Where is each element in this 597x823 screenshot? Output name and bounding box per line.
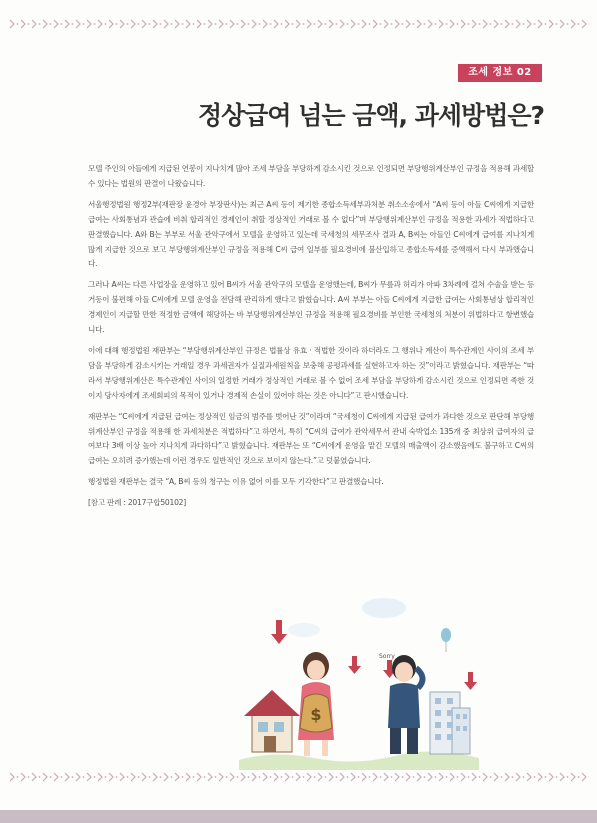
border-chevron — [417, 20, 421, 28]
border-chevron — [384, 20, 388, 28]
border-dot — [259, 23, 261, 25]
border-chevron — [560, 773, 564, 781]
border-dot — [149, 776, 151, 778]
border-chevron — [76, 773, 80, 781]
border-dot — [39, 23, 41, 25]
border-dot — [28, 776, 30, 778]
border-dot — [248, 23, 250, 25]
border-dot — [413, 23, 415, 25]
border-chevron — [186, 773, 190, 781]
bottom-border-pattern — [8, 771, 589, 783]
border-dot — [402, 776, 404, 778]
border-chevron — [505, 20, 509, 28]
border-dot — [292, 23, 294, 25]
border-chevron — [142, 20, 146, 28]
woman-figure — [298, 652, 334, 756]
border-chevron — [98, 20, 102, 28]
border-chevron — [54, 20, 58, 28]
article-title: 정상급여 넘는 금액, 과세방법은? — [197, 101, 544, 130]
border-dot — [72, 776, 74, 778]
border-chevron — [549, 773, 553, 781]
border-dot — [171, 23, 173, 25]
section-tag: 조세 정보 02 — [458, 64, 542, 82]
border-dot — [402, 23, 404, 25]
border-chevron — [527, 20, 531, 28]
border-chevron — [175, 20, 179, 28]
border-chevron — [153, 20, 157, 28]
border-dot — [347, 776, 349, 778]
border-chevron — [549, 20, 553, 28]
border-chevron — [10, 20, 14, 28]
border-chevron — [560, 20, 564, 28]
border-chevron — [450, 773, 454, 781]
tax-illustration — [234, 590, 484, 770]
border-dot — [556, 23, 558, 25]
border-chevron — [252, 20, 256, 28]
house-icon — [244, 690, 300, 752]
border-chevron — [131, 773, 135, 781]
border-chevron — [527, 773, 531, 781]
border-chevron — [153, 773, 157, 781]
border-dot — [391, 776, 393, 778]
border-dot — [83, 23, 85, 25]
border-dot — [204, 23, 206, 25]
border-dot — [292, 776, 294, 778]
border-dot — [325, 776, 327, 778]
border-dot — [204, 776, 206, 778]
border-dot — [490, 23, 492, 25]
border-dot — [556, 776, 558, 778]
border-chevron — [87, 20, 91, 28]
border-chevron — [329, 20, 333, 28]
border-dot — [490, 776, 492, 778]
border-chevron — [285, 20, 289, 28]
border-dot — [314, 23, 316, 25]
border-dot — [501, 776, 503, 778]
border-chevron — [461, 20, 465, 28]
border-dot — [479, 776, 481, 778]
border-dot — [380, 23, 382, 25]
border-chevron — [428, 773, 432, 781]
border-chevron — [230, 20, 234, 28]
border-dot — [171, 776, 173, 778]
border-dot — [127, 776, 129, 778]
border-chevron — [230, 773, 234, 781]
border-dot — [369, 776, 371, 778]
border-chevron — [208, 773, 212, 781]
border-dot — [512, 776, 514, 778]
border-dot — [446, 23, 448, 25]
border-dot — [358, 776, 360, 778]
border-chevron — [76, 20, 80, 28]
border-dot — [523, 23, 525, 25]
border-chevron — [417, 773, 421, 781]
border-dot — [17, 776, 19, 778]
border-chevron — [307, 20, 311, 28]
border-chevron — [241, 773, 245, 781]
border-chevron — [450, 20, 454, 28]
cloud-icon-small — [288, 623, 320, 637]
border-chevron — [208, 20, 212, 28]
border-chevron — [516, 773, 520, 781]
border-dot — [336, 776, 338, 778]
dollar-sign: $ — [310, 705, 322, 724]
border-chevron — [395, 773, 399, 781]
border-dot — [369, 23, 371, 25]
border-dot — [424, 776, 426, 778]
border-chevron — [373, 773, 377, 781]
border-chevron — [164, 20, 168, 28]
border-chevron — [10, 773, 14, 781]
border-chevron — [274, 20, 278, 28]
border-chevron — [428, 20, 432, 28]
border-dot — [83, 776, 85, 778]
border-dot — [435, 23, 437, 25]
border-chevron — [384, 773, 388, 781]
border-dot — [61, 776, 63, 778]
border-dot — [138, 23, 140, 25]
border-dot — [303, 23, 305, 25]
border-chevron — [483, 20, 487, 28]
border-dot — [50, 23, 52, 25]
border-chevron — [494, 20, 498, 28]
border-dot — [578, 776, 580, 778]
border-chevron — [109, 20, 113, 28]
top-border-pattern — [8, 18, 589, 30]
border-dot — [270, 23, 272, 25]
cloud-icon — [362, 598, 406, 618]
border-chevron — [494, 773, 498, 781]
paragraph-conclusion: 행정법원 재판부는 결국 “A, B씨 등의 청구는 이유 없어 이를 모두 기각한다”고 판결했습니다. — [88, 477, 384, 487]
border-dot — [193, 776, 195, 778]
border-chevron — [263, 20, 267, 28]
border-dot — [215, 23, 217, 25]
border-chevron — [87, 773, 91, 781]
border-chevron — [274, 773, 278, 781]
border-chevron — [43, 20, 47, 28]
border-dot — [567, 23, 569, 25]
border-dot — [303, 776, 305, 778]
top-decorative-border — [8, 18, 589, 30]
border-chevron — [186, 20, 190, 28]
border-dot — [512, 23, 514, 25]
border-dot — [347, 23, 349, 25]
border-chevron — [439, 20, 443, 28]
border-chevron — [65, 773, 69, 781]
border-dot — [182, 23, 184, 25]
border-chevron — [263, 773, 267, 781]
border-dot — [259, 776, 261, 778]
article-body — [88, 162, 534, 517]
border-chevron — [120, 773, 124, 781]
border-dot — [358, 23, 360, 25]
border-chevron — [318, 773, 322, 781]
building-icon — [430, 692, 470, 754]
border-chevron — [538, 20, 542, 28]
border-chevron — [516, 20, 520, 28]
border-chevron — [109, 773, 113, 781]
border-dot — [105, 23, 107, 25]
border-dot — [94, 776, 96, 778]
border-chevron — [571, 20, 575, 28]
border-chevron — [395, 20, 399, 28]
border-dot — [149, 23, 151, 25]
border-chevron — [175, 773, 179, 781]
border-chevron — [362, 773, 366, 781]
border-chevron — [340, 20, 344, 28]
border-chevron — [318, 20, 322, 28]
border-chevron — [406, 773, 410, 781]
border-dot — [226, 776, 228, 778]
border-dot — [160, 23, 162, 25]
border-dot — [160, 776, 162, 778]
border-dot — [457, 23, 459, 25]
border-chevron — [483, 773, 487, 781]
border-dot — [270, 776, 272, 778]
border-chevron — [340, 773, 344, 781]
border-dot — [534, 23, 536, 25]
border-dot — [17, 23, 19, 25]
border-chevron — [21, 773, 25, 781]
border-dot — [237, 776, 239, 778]
illustration-svg — [234, 590, 484, 770]
border-dot — [138, 776, 140, 778]
border-chevron — [296, 20, 300, 28]
border-dot — [446, 776, 448, 778]
border-dot — [545, 23, 547, 25]
balloon-icon — [441, 628, 451, 642]
paragraph-plaintiff-claim: 그러나 A씨는 다른 사업장을 운영하고 있어 B씨가 서울 관악구의 모텔을 운영했는데, B씨가 무릎과 허리가 아파 3차례에 걸쳐 수술을 받는 등 거동이 불편해 아들 C씨에게 모텔 운영을 전담해 관리하게 했다고 밝혔습니다. A씨 부부는 아들 C씨에게 지급한 급여는 사회통념상 합리적인 경제인이 지급할 만한 적정한 금액에 해당하는 바 부당행위계산부인 규정을 적용해 필요경비를 부인한 국세청의 처분이 위법하다고 항변했습니다. — [88, 280, 534, 335]
border-chevron — [21, 20, 25, 28]
paragraph-court-reasoning: 이에 대해 행정법원 재판부는 “부당행위계산부인 규정은 법률상 유효 · 적법한 것이라 하더라도 그 행위나 계산이 특수관계인 사이의 조세 부담을 부당하게 감소시키는 거래일 경우 과세권자가 실질과세원칙을 보충해 공평과세를 실현하고자 하는 것”이라고 밝혔습니다. 재판부는 “따라서 부당행위계산은 특수관계인 사이의 일정한 거래가 정상적인 거래로 볼 수 없어 조세 부담을 부당하게 감소시킨 것으로 인정되면 족한 것이지 당사자에게 조세회피의 목적이 있거나 경제적 손실이 있어야 하는 것은 아니다”고 판시했습니다. — [88, 345, 534, 400]
border-dot — [182, 776, 184, 778]
border-dot — [193, 23, 195, 25]
border-dot — [116, 23, 118, 25]
border-dot — [545, 776, 547, 778]
border-chevron — [252, 773, 256, 781]
border-dot — [248, 776, 250, 778]
border-chevron — [54, 773, 58, 781]
border-dot — [50, 776, 52, 778]
border-dot — [424, 23, 426, 25]
border-chevron — [582, 20, 586, 28]
man-figure — [379, 653, 423, 754]
border-dot — [226, 23, 228, 25]
border-chevron — [43, 773, 47, 781]
border-dot — [523, 776, 525, 778]
paragraph-intro: 모텔 주인의 아들에게 지급된 연봉이 지나치게 많아 조세 부담을 부당하게 감소시킨 것으로 인정되면 부당행위계산부인 규정을 적용해 과세할 수 있다는 법원의 판결이 나왔습니다. — [88, 164, 534, 188]
border-chevron — [351, 20, 355, 28]
border-dot — [468, 776, 470, 778]
border-chevron — [373, 20, 377, 28]
border-chevron — [351, 773, 355, 781]
border-dot — [534, 776, 536, 778]
border-dot — [380, 776, 382, 778]
border-dot — [215, 776, 217, 778]
border-chevron — [65, 20, 69, 28]
border-dot — [336, 23, 338, 25]
border-dot — [72, 23, 74, 25]
border-chevron — [32, 20, 36, 28]
border-dot — [413, 776, 415, 778]
paragraph-court-ruling: 서울행정법원 행정2부(재판장 윤경아 부장판사)는 최근 A씨 등이 제기한 종합소득세부과처분 취소소송에서 “A씨 등이 아들 C씨에게 지급한 급여는 사회통념과 관습에 비춰 합리적인 경제인이 취할 정상적인 거래로 볼 수 없다”며 부당행위계산부인 규정을 적용한 과세가 적법하다고 판결했습니다. A와 B는 부부로 서울 관악구에서 모텔을 운영하고 있는데 국세청의 세무조사 결과 A, B씨는 아들인 C씨에게 급여를 지나치게 많게 지급한 것으로 보고 부당행위계산부인 규정을 적용해 C씨 급여 일부를 필요경비에 불산입하고 종합소득세를 증액해서 다시 부과했습니다. — [88, 199, 534, 269]
border-chevron — [32, 773, 36, 781]
sorry-text: Sorry — [379, 653, 395, 660]
border-dot — [61, 23, 63, 25]
border-dot — [127, 23, 129, 25]
border-dot — [457, 776, 459, 778]
border-chevron — [406, 20, 410, 28]
border-dot — [94, 23, 96, 25]
border-dot — [28, 23, 30, 25]
border-chevron — [98, 773, 102, 781]
case-reference: [참고 판례 : 2017구합50102] — [88, 498, 186, 508]
border-chevron — [505, 773, 509, 781]
border-chevron — [241, 20, 245, 28]
border-dot — [391, 23, 393, 25]
border-dot — [468, 23, 470, 25]
border-dot — [567, 776, 569, 778]
border-chevron — [362, 20, 366, 28]
border-chevron — [142, 773, 146, 781]
border-chevron — [197, 20, 201, 28]
bottom-decorative-border — [8, 771, 589, 783]
border-chevron — [307, 773, 311, 781]
border-chevron — [120, 20, 124, 28]
border-chevron — [296, 773, 300, 781]
border-chevron — [131, 20, 135, 28]
border-dot — [105, 776, 107, 778]
border-chevron — [285, 773, 289, 781]
border-dot — [237, 23, 239, 25]
border-dot — [479, 23, 481, 25]
border-dot — [116, 776, 118, 778]
border-dot — [281, 776, 283, 778]
border-chevron — [197, 773, 201, 781]
border-dot — [39, 776, 41, 778]
border-chevron — [164, 773, 168, 781]
border-chevron — [219, 773, 223, 781]
border-chevron — [472, 773, 476, 781]
paragraph-salary-excess: 재판부는 “C씨에게 지급된 급여는 정상적인 임금의 범주를 벗어난 것”이라며 “국세청이 C씨에게 지급된 급여가 과다한 것으로 판단해 부당행위계산부인 규정을 적용해 한 과세처분은 적법하다”고 하면서, 특히 “C씨의 급여가 관악세무서 관내 숙박업소 135개 중 최상위 급여자의 급여보다 3배 이상 높아 지나치게 과다하다”고 밝혔습니다. 재판부는 또 “C씨에게 운영을 맡긴 모텔의 매출액이 감소했음에도 불구하고 C씨의 급여는 오히려 증가했는데 이런 경우도 일반적인 것으로 보이지 않는다.”고 덧붙였습니다. — [88, 411, 534, 466]
border-chevron — [461, 773, 465, 781]
border-chevron — [538, 773, 542, 781]
border-chevron — [571, 773, 575, 781]
border-dot — [501, 23, 503, 25]
border-dot — [325, 23, 327, 25]
border-chevron — [472, 20, 476, 28]
border-dot — [281, 23, 283, 25]
border-chevron — [329, 773, 333, 781]
border-dot — [578, 23, 580, 25]
page-bottom-bar — [0, 810, 597, 823]
border-chevron — [439, 773, 443, 781]
border-chevron — [219, 20, 223, 28]
border-dot — [435, 776, 437, 778]
border-chevron — [582, 773, 586, 781]
border-dot — [314, 776, 316, 778]
